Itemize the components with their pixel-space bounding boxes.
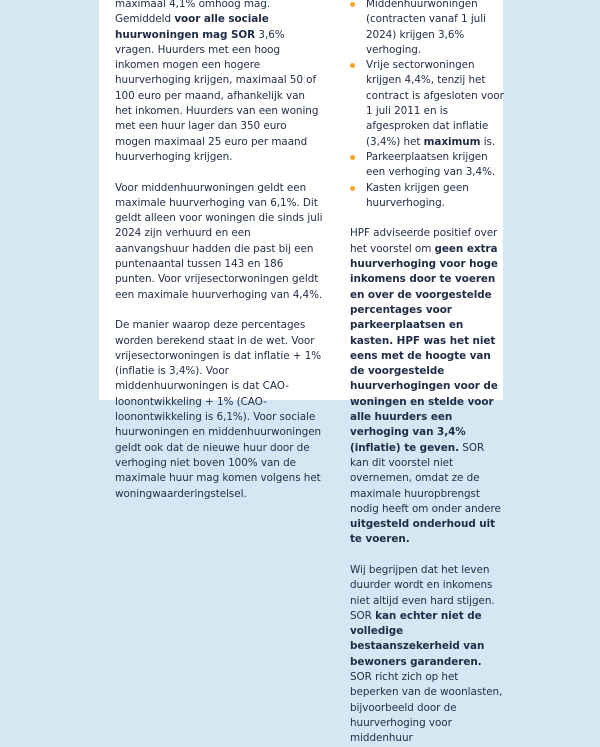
text-segment: SOR kan dit voorstel niet overnemen, omdat ze de maximale huuropbrengst nodig heeft om onder andere (350, 441, 501, 515)
bullet-item (350, 181, 506, 212)
paragraph (115, 181, 323, 303)
bold-text-segment: geen extra huurverhoging voor hoge inkomens door te voeren en over de voorgestelde percentages voor parkeerplaatsen en kasten. HPF was het niet eens met de hoogte van de voorgestelde huurverhogingen voor de woningen en stelde voor alle huurders een verhoging van 3,4% (inflatie) te geven. (350, 242, 498, 454)
bold-text-segment: voor alle sociale huurwoningen mag SOR (115, 13, 269, 41)
text-segment: Voor middenhuurwoningen geldt een maximale huurverhoging van 6,1%. Dit geldt alleen voor woningen die sinds juli 2024 zijn verhuurd en een aanvangshuur hadden die past bij een puntenaantal tussen 143 en 186 punten. Voor vrijesectorwoningen geldt een maximale huurverhoging van 4,4%. (115, 181, 323, 301)
text-segment: SOR richt zich op het beperken van de woonlasten, bijvoorbeeld door de huurverhoging voor middenhuur (350, 671, 503, 745)
paragraph (115, 0, 323, 165)
text-segment: Middenhuurwoningen (contracten vanaf 1 juli 2024) krijgen 3,6% verhoging. (366, 0, 486, 56)
right-paragraphs (350, 226, 506, 746)
text-segment: Wij begrijpen dat het leven duurder wordt en inkomens niet altijd even hard stijgen. SOR (350, 563, 495, 622)
bullet-item (350, 0, 506, 58)
text-segment: 3,6% vragen. Huurders met een hoog inkomen mogen een hogere huurverhoging krijgen, maximaal 50 of 100 euro per maand, afhankelijk van het inkomen. Huurders van een woning met een huur lager dan 350 euro mogen maximaal 25 euro per maand huurverhoging krijgen. (115, 28, 319, 163)
paragraph (350, 226, 506, 547)
text-segment: Vrije sectorwoningen krijgen 4,4%, tenzij het contract is afgesloten voor 1 juli 2011 en is afgesproken dat inflatie (3,4%) het (366, 59, 504, 148)
bold-text-segment: maximum (423, 135, 481, 148)
bullet-item (350, 58, 506, 150)
text-segment: is. (480, 135, 496, 148)
bullet-item (350, 150, 506, 181)
paragraph (115, 318, 323, 502)
paragraph (350, 563, 506, 747)
bullet-dot-icon (350, 186, 355, 191)
bullet-list (350, 0, 506, 211)
bullet-dot-icon (350, 2, 355, 7)
left-column (115, 0, 323, 502)
text-segment: maximaal 4,1% omhoog mag. Gemiddeld (115, 0, 271, 26)
bold-text-segment: kan echter niet de volledige bestaanszekerheid van bewoners garanderen. (350, 609, 485, 668)
text-segment: De manier waarop deze percentages worden berekend staat in de wet. Voor vrijesectorwoningen is dat inflatie + 1% (inflatie is 3,4%). Voor middenhuurwoningen is dat CAO-loonontwikkeling + 1% (CAO-loonontwikkeling is 6,1%). Voor sociale huurwoningen en middenhuurwoningen geldt ook dat de nieuwe huur door de verhoging niet boven 100% van de maximale huur mag komen volgens het woningwaarderingstelsel. (115, 319, 322, 500)
document-page (99, 0, 504, 745)
text-segment: Parkeerplaatsen krijgen een verhoging van 3,4%. (366, 150, 496, 179)
bullet-dot-icon (350, 63, 355, 68)
bullet-dot-icon (350, 155, 355, 160)
text-segment: Kasten krijgen geen huurverhoging. (366, 181, 469, 209)
bold-text-segment: uitgesteld onderhoud uit te voeren. (350, 518, 496, 546)
right-column (350, 0, 506, 747)
text-segment: HPF adviseerde positief over het voorstel om (350, 227, 498, 255)
